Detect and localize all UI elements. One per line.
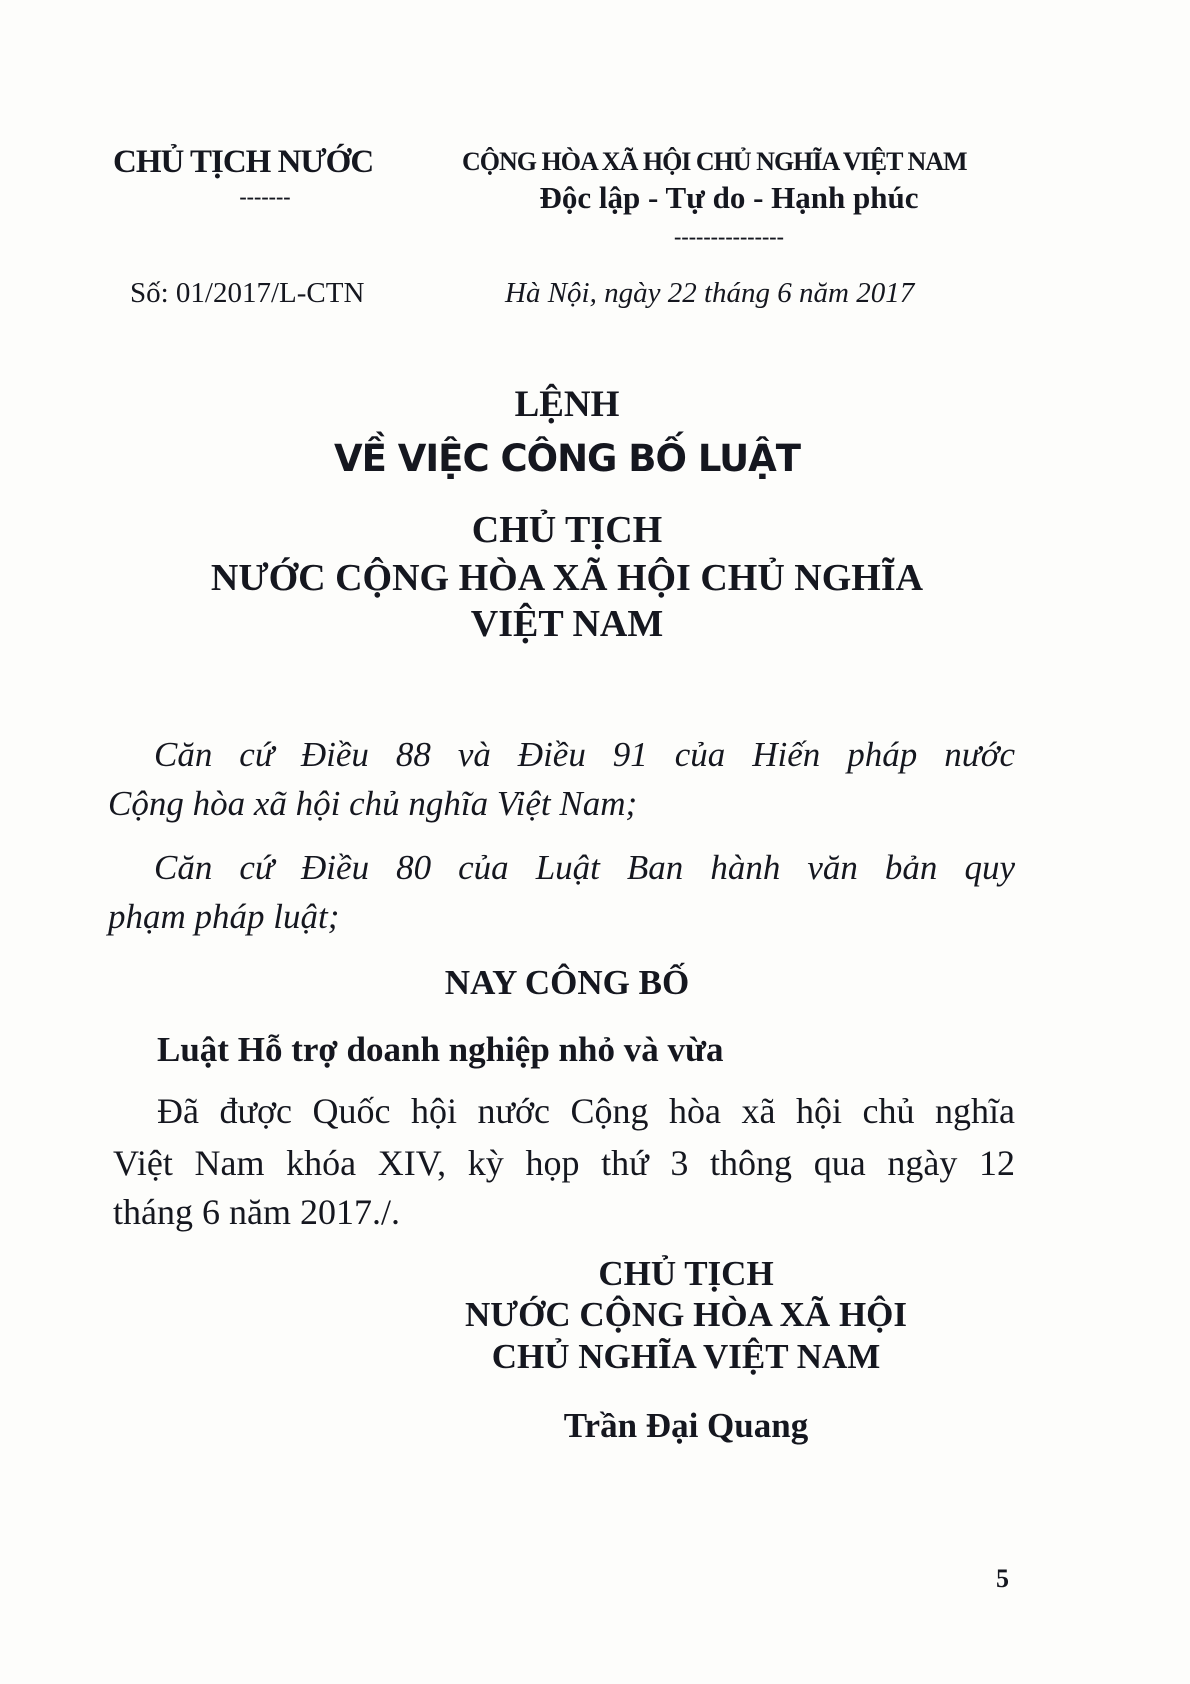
motto-rule: ---------------: [674, 224, 784, 249]
motto: Độc lập - Tự do - Hạnh phúc: [539, 180, 919, 215]
issuer: CHỦ TỊCH NƯỚC: [113, 144, 374, 180]
document-subject: VỀ VIỆC CÔNG BỐ LUẬT: [333, 437, 801, 480]
document-type: LỆNH: [514, 384, 620, 425]
issuer-rule: -------: [239, 184, 291, 209]
announcement-heading: NAY CÔNG BỐ: [444, 963, 690, 1002]
signer-name: Trần Đại Quang: [563, 1406, 809, 1445]
law-name: Luật Hỗ trợ doanh nghiệp nhỏ và vừa: [157, 1030, 724, 1069]
authority-line: CHỦ TỊCH: [471, 509, 663, 551]
country-name: CỘNG HÒA XÃ HỘI CHỦ NGHĨA VIỆT NAM: [462, 147, 967, 176]
document-number: Số: 01/2017/L-CTN: [130, 277, 365, 309]
authority-line: VIỆT NAM: [470, 603, 664, 645]
page-number: 5: [996, 1564, 1009, 1593]
authority-line: NƯỚC CỘNG HÒA XÃ HỘI CHỦ NGHĨA: [210, 557, 924, 599]
place-date: Hà Nội, ngày 22 tháng 6 năm 2017: [505, 277, 915, 309]
